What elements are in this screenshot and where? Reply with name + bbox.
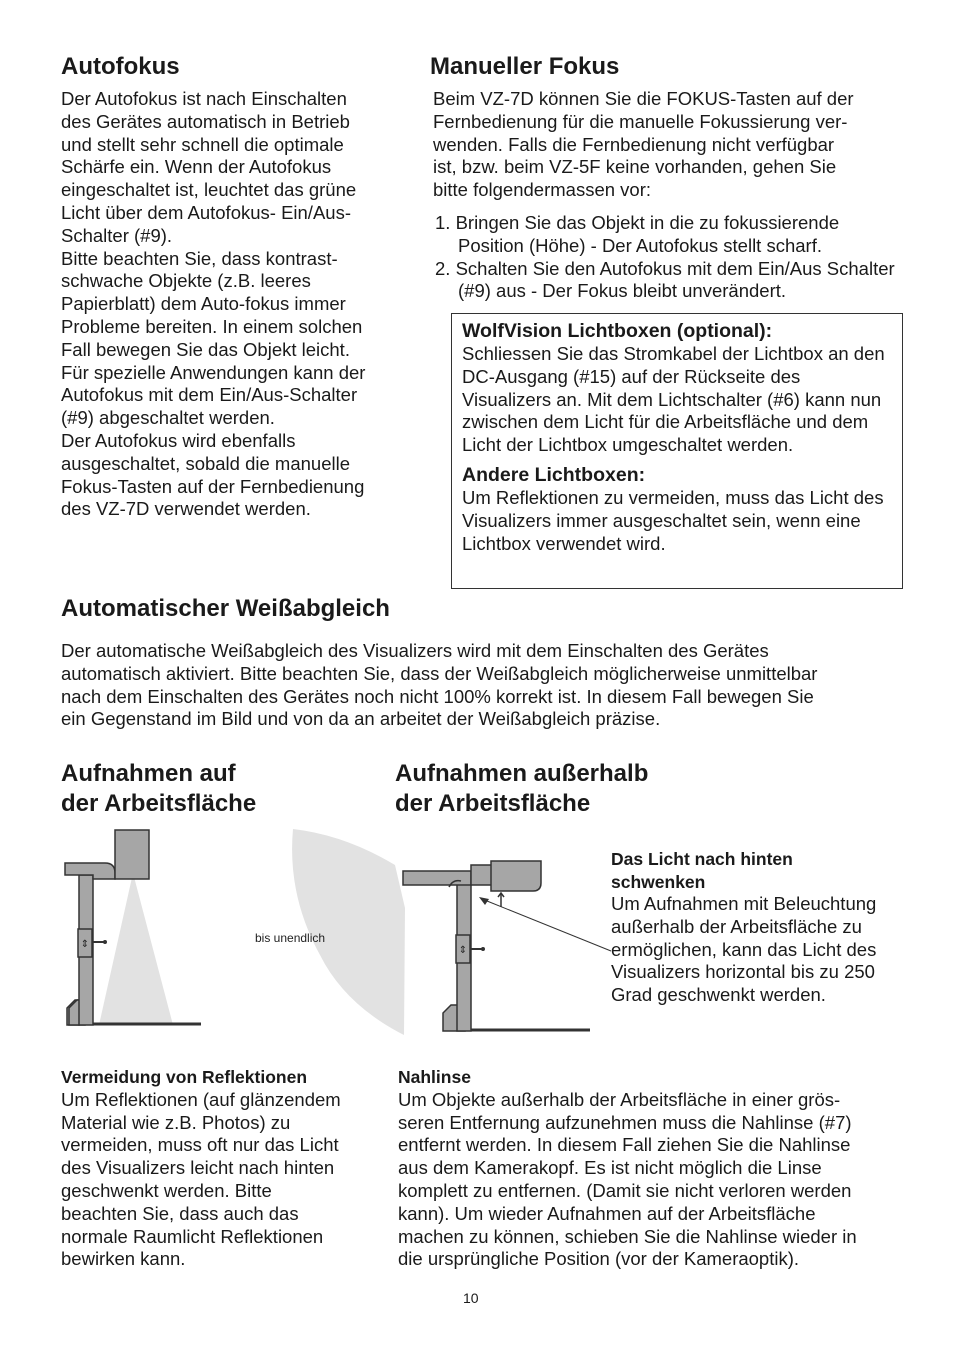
nahlinse-line: aus dem Kamerakopf. Es ist nicht möglich die Linse: [398, 1157, 822, 1179]
aufnahmen-auf-heading: [61, 759, 256, 819]
autofokus-line: Autofokus mit dem Ein/Aus-Schalter: [61, 384, 358, 406]
page-number: 10: [463, 1290, 479, 1306]
autofokus-line: Fall bewegen Sie das Objekt leicht.: [61, 338, 350, 360]
autofokus-line: ausgeschaltet, sobald die manuelle: [61, 452, 350, 474]
bis-unendlich-label: bis unendlich: [255, 931, 326, 945]
licht-schwenken-line: Grad geschwenkt werden.: [611, 984, 826, 1006]
lichtbox-infobox: [451, 313, 903, 589]
weissabgleich-heading: Automatischer Weißabgleich: [61, 595, 390, 622]
aufnahmen-auf-title-line: Aufnahmen auf: [61, 760, 236, 787]
svg-text:⇕: ⇕: [80, 939, 90, 950]
autofokus-line: Für spezielle Anwendungen kann der: [61, 361, 366, 383]
manueller-fokus-line: wenden. Falls die Fernbedienung nicht verfügbar: [433, 133, 835, 155]
autofokus-line: des VZ-7D verwendet werden.: [61, 498, 311, 520]
autofokus-line: (#9) abgeschaltet werden.: [61, 407, 275, 429]
autofokus-line: schwache Objekte (z.B. leeres: [61, 270, 311, 292]
licht-schwenken-line: Um Aufnahmen mit Beleuchtung: [611, 893, 877, 914]
manueller-fokus-heading: Manueller Fokus: [430, 53, 620, 80]
autofokus-line: Fokus-Tasten auf der Fernbedienung: [61, 475, 365, 497]
autofokus-line: Schärfe ein. Wenn der Autofokus: [61, 156, 332, 178]
autofokus-line: Schalter (#9).: [61, 224, 173, 246]
licht-schwenken-line: Visualizers horizontal bis zu 250: [611, 961, 875, 983]
light-arm-swung: [403, 871, 471, 885]
reflektionen-line: normale Raumlicht Reflektionen: [61, 1225, 324, 1247]
lichtbox-wolfvision-heading: WolfVision Lichtboxen (optional):: [462, 320, 773, 342]
reflektionen-line: des Visualizers leicht nach hinten: [61, 1157, 335, 1179]
licht-schwenken-block: [611, 848, 911, 1007]
camera-head-right: [491, 861, 541, 891]
manueller-fokus-steps: [435, 212, 905, 303]
reflektionen-line: Um Reflektionen (auf glänzendem: [61, 1088, 341, 1110]
weissabgleich-line: Der automatische Weißabgleich des Visualizers wird mit dem Einschalten des Gerätes: [61, 640, 769, 661]
manueller-fokus-line: ist, bzw. beim VZ-5F keine vorhanden, gehen Sie: [433, 156, 837, 178]
aufnahmen-ausserhalb-title-line: der Arbeitsfläche: [395, 790, 591, 817]
autofokus-line: Der Autofokus wird ebenfalls: [61, 429, 296, 451]
reflektionen-line: vermeiden, muss oft nur das Licht: [61, 1134, 339, 1156]
svg-text:⇕: ⇕: [458, 945, 468, 956]
manueller-fokus-line: Fernbedienung für die manuelle Fokussierung ver-: [433, 110, 848, 132]
weissabgleich-line: ein Gegenstand im Bild und von da an arbeitet der Weißabgleich präzise.: [61, 708, 661, 730]
autofokus-line: des Gerätes automatisch in Betrieb: [61, 110, 350, 132]
nahlinse-line: komplett zu entfernen. (Damit sie nicht verloren werden: [398, 1179, 852, 1201]
aufnahmen-auf-title-line: der Arbeitsfläche: [61, 790, 257, 817]
nahlinse-heading: Nahlinse: [398, 1067, 471, 1087]
autofokus-body: [61, 88, 406, 521]
nahlinse-line: seren Entfernung aufzunehmen muss die Nahlinse (#7): [398, 1111, 852, 1133]
nahlinse-line: machen zu können, schieben Sie die Nahlinse wieder in: [398, 1225, 857, 1247]
autofokus-line: und stellt sehr schnell die optimale: [61, 133, 344, 155]
manueller-fokus-line: bitte folgendermassen vor:: [433, 179, 652, 201]
licht-schwenken-line: ermöglichen, kann das Licht des: [611, 938, 877, 960]
lichtbox-andere-heading: Andere Lichtboxen:: [462, 463, 646, 486]
pointer-line: [487, 901, 611, 951]
reflektionen-heading: Vermeidung von Reflektionen: [61, 1067, 308, 1087]
reflektionen-line: geschwenkt werden. Bitte: [61, 1179, 272, 1201]
camera-head-left: [115, 830, 149, 879]
aufnahmen-ausserhalb-heading: [395, 759, 648, 819]
weissabgleich-line: nach dem Einschalten des Gerätes noch nicht 100% korrekt ist. In diesem Fall bewegen Sie: [61, 685, 814, 707]
nahlinse-block: [398, 1066, 918, 1271]
reflektionen-block: [61, 1066, 381, 1271]
licht-schwenken-title-line: schwenken: [611, 871, 706, 892]
autofokus-line: Bitte beachten Sie, dass kontrast-: [61, 247, 338, 269]
reflektionen-line: Material wie z.B. Photos) zu: [61, 1111, 291, 1133]
visualizer-illustration: [55, 825, 615, 1040]
reflektionen-line: beachten Sie, dass auch das: [61, 1202, 299, 1224]
lichtbox-andere-text: Um Reflektionen zu vermeiden, muss das Licht des Visualizers immer ausgeschaltet sein, wenn eine Lichtbox verwendet wird.: [462, 486, 884, 554]
autofokus-heading: Autofokus: [61, 53, 180, 80]
nahlinse-line: die ursprüngliche Position (vor der Kameraoptik).: [398, 1248, 800, 1270]
autofokus-line: Licht über dem Autofokus- Ein/Aus-: [61, 201, 351, 223]
autofokus-line: Der Autofokus ist nach Einschalten: [61, 88, 347, 109]
manueller-fokus-line: Beim VZ-7D können Sie die FOKUS-Tasten auf der: [433, 88, 854, 109]
step-item: 2. Schalten Sie den Autofokus mit dem Ein/Aus Schalter (#9) aus - Der Fokus bleibt unverändert.: [435, 257, 895, 302]
weissabgleich-line: automatisch aktiviert. Bitte beachten Sie, dass der Weißabgleich möglicherweise unmittelbar: [61, 662, 818, 684]
step-item: 1. Bringen Sie das Objekt in die zu fokussierende Position (Höhe) - Der Autofokus stellt scharf.: [435, 212, 840, 256]
autofokus-line: eingeschaltet ist, leuchtet das grüne: [61, 179, 357, 201]
light-cone-left: [99, 873, 173, 1025]
nahlinse-line: entfernt werden. In diesem Fall ziehen Sie die Nahlinse: [398, 1134, 851, 1156]
licht-schwenken-title-line: Das Licht nach hinten: [611, 849, 793, 869]
autofokus-line: Papierblatt) dem Auto-fokus immer: [61, 293, 346, 315]
aufnahmen-ausserhalb-title-line: Aufnahmen außerhalb: [395, 760, 649, 787]
nahlinse-line: Um Objekte außerhalb der Arbeitsfläche in einer grös-: [398, 1088, 841, 1110]
reflektionen-line: bewirken kann.: [61, 1248, 186, 1270]
weissabgleich-body: [61, 640, 921, 731]
manueller-fokus-intro: [433, 88, 913, 202]
licht-schwenken-line: außerhalb der Arbeitsfläche zu: [611, 915, 862, 937]
autofokus-line: Probleme bereiten. In einem solchen: [61, 315, 363, 337]
nahlinse-line: kann). Um wieder Aufnahmen auf der Arbeitsfläche: [398, 1202, 816, 1224]
lichtbox-wolfvision-text: Schliessen Sie das Stromkabel der Lichtbox an den DC-Ausgang (#15) auf der Rückseite des Visualizers an. Mit dem Lichtschalter (#6) kann nun zwischen dem Licht für die Arbeitsfläche und dem Licht der Lichtbox umgeschaltet werden.: [462, 343, 885, 456]
